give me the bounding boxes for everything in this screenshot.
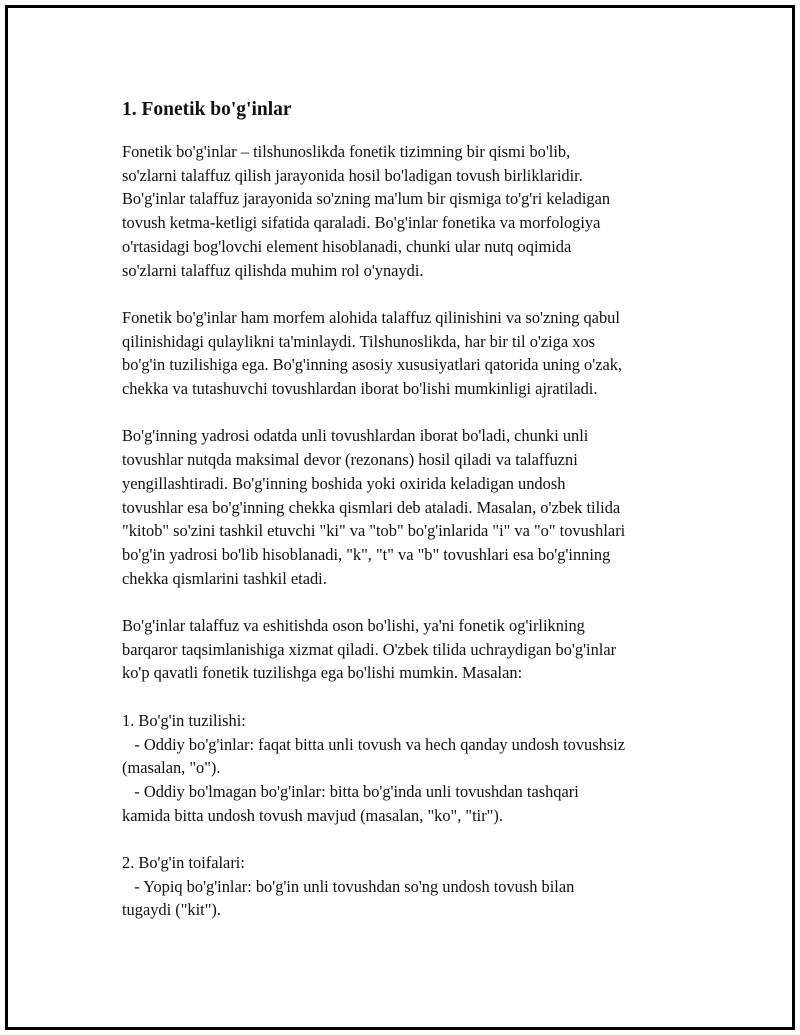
page-frame — [5, 5, 795, 1030]
section-title: 1. Fonetik bo'g'inlar — [122, 99, 292, 120]
paragraph-pronunciation: Bo'g'inlar talaffuz va eshitishda oson bo'lishi, ya'ni fonetik og'irlikning barqaror taqsimlanishiga xizmat qiladi. O'zbek tilida uchraydigan bo'g'inlar ko'p qavatli fonetik tuzilishga ega bo'lishi mumkin. Masalan: — [122, 616, 617, 683]
paragraph-intro: Fonetik bo'g'inlar – tilshunoslikda fonetik tizimning bir qismi bo'lib, so'zlarni talaffuz qilish jarayonida hosil bo'ladigan tovush birliklaridir. Bo'g'inlar talaffuz jarayonida so'zning ma'lum bir qismiga to'g'ri keladigan tovush ketma-ketligi sifatida qaraladi. Bo'g'inlar fonetika va morfologiya o'rtasidagi bog'lovchi element hisoblanadi, chunki ular nutq oqimida so'zlarni talaffuz qilishda muhim rol o'ynaydi. — [122, 142, 611, 280]
list-heading: 1. Bo'g'in tuzilishi: — [122, 710, 246, 730]
list-heading: 2. Bo'g'in toifalari: — [122, 853, 245, 873]
list-item-continuation: kamida bitta undosh tovush mavjud (masalan, "ko", "tir"). — [122, 805, 503, 825]
list-item: - Yopiq bo'g'inlar: bo'g'in unli tovushdan so'ng undosh tovush bilan — [122, 876, 575, 896]
document-body — [122, 98, 702, 946]
list-item: - Oddiy bo'g'inlar: faqat bitta unli tovush va hech qanday undosh tovushsiz — [122, 734, 626, 754]
paragraph-syllable-nucleus: Bo'g'inning yadrosi odatda unli tovushlardan iborat bo'ladi, chunki unli tovushlar nutqda maksimal devor (rezonans) hosil qiladi va talaffuzni yengillashtiradi. Bo'g'inning boshida yoki oxirida keladigan undosh tovushlar esa bo'g'inning chekka qismlari deb ataladi. Masalan, o'zbek tilida "kitob" so'zini tashkil etuvchi "ki" va "tob" bo'g'inlarida "i" va "o" tovushlari bo'g'in yadrosi bo'lib hisoblanadi, "k", "t" va "b" tovushlari esa bo'g'inning chekka qismlarini tashkil etadi. — [122, 426, 626, 588]
list-syllable-structure — [122, 709, 702, 828]
list-item-continuation: tugaydi ("kit"). — [122, 900, 221, 920]
list-item: - Oddiy bo'lmagan bo'g'inlar: bitta bo'g'inda unli tovushdan tashqari — [122, 781, 579, 801]
list-syllable-types — [122, 851, 702, 922]
paragraph-morpheme: Fonetik bo'g'inlar ham morfem alohida talaffuz qilinishini va so'zning qabul qilinishidagi qulaylikni ta'minlaydi. Tilshunoslikda, har bir til o'ziga xos bo'g'in tuzilishiga ega. Bo'g'inning asosiy xususiyatlari qatorida uning o'zak, chekka va tutashuvchi tovushlardan iborat bo'lishi mumkinligi ajratiladi. — [122, 307, 623, 399]
list-item-continuation: (masalan, "o"). — [122, 758, 221, 778]
